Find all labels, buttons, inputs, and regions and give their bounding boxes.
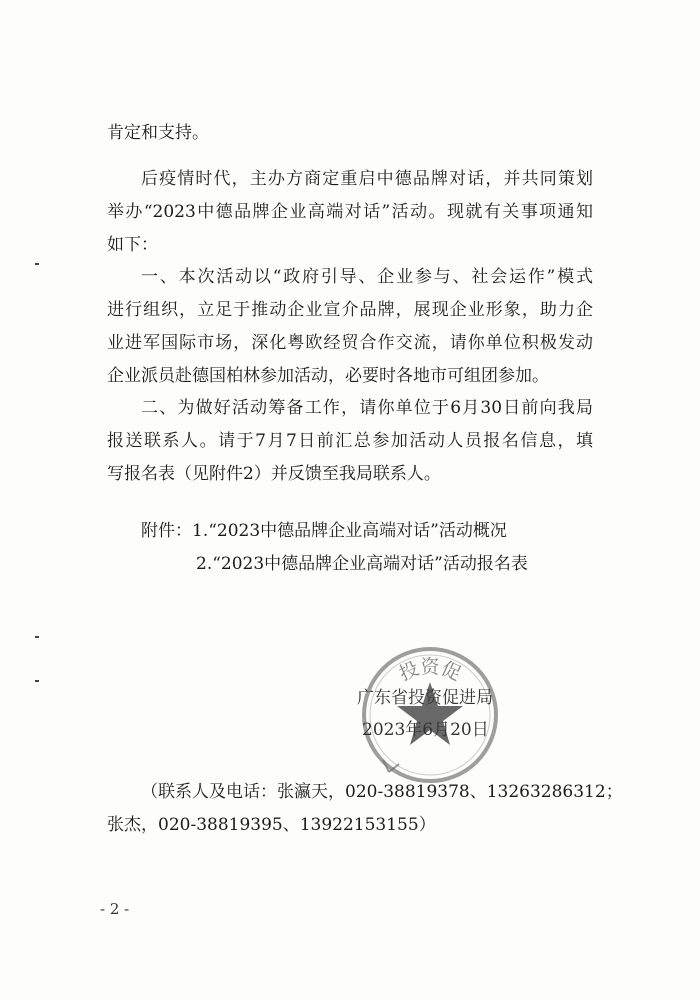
attachments-label: 附件： <box>141 521 192 541</box>
scan-speck <box>35 263 39 265</box>
body-line-5: 一、本次活动以“政府引导、企业参与、社会运作”模式 <box>141 267 593 287</box>
contact-line-2: 张杰，020-38819395、13922153155） <box>107 815 436 835</box>
body-line-8: 企业派员赴德国柏林参加活动，必要时各地市可组团参加。 <box>107 366 549 386</box>
body-line-6: 进行组织，立足于推动企业宣介品牌，展现企业形象，助力企 <box>107 300 593 320</box>
body-line-1: 肯定和支持。 <box>107 123 209 143</box>
signature-date: 2023年6月20日 <box>362 720 489 740</box>
body-line-2: 后疫情时代，主办方商定重启中德品牌对话，并共同策划 <box>141 169 593 189</box>
body-line-11: 写报名表（见附件2）并反馈至我局联系人。 <box>107 464 441 484</box>
contact-line-1: （联系人及电话：张瀛天，020-38819378、13263286312； <box>141 782 623 802</box>
scan-speck <box>35 636 39 638</box>
body-line-4: 如下： <box>107 235 158 255</box>
page-number: - 2 - <box>100 900 130 918</box>
seal-text: 投资促 <box>395 656 465 686</box>
scan-speck <box>35 680 39 682</box>
body-line-9: 二、为做好活动筹备工作，请你单位于6月30日前向我局 <box>141 398 593 418</box>
body-line-10: 报送联系人。请于7月7日前汇总参加活动人员报名信息，填 <box>107 431 593 451</box>
body-line-3: 举办“2023中德品牌企业高端对话”活动。现就有关事项通知 <box>107 202 593 222</box>
attachment-item-2: 2.“2023中德品牌企业高端对话”活动报名表 <box>196 554 528 574</box>
attachments-block <box>141 514 507 548</box>
signature-organization: 广东省投资促进局 <box>357 688 493 708</box>
attachment-item-1: 1.“2023中德品牌企业高端对话”活动概况 <box>192 521 507 541</box>
body-line-7: 业进军国际市场，深化粤欧经贸合作交流，请你单位积极发动 <box>107 333 593 353</box>
